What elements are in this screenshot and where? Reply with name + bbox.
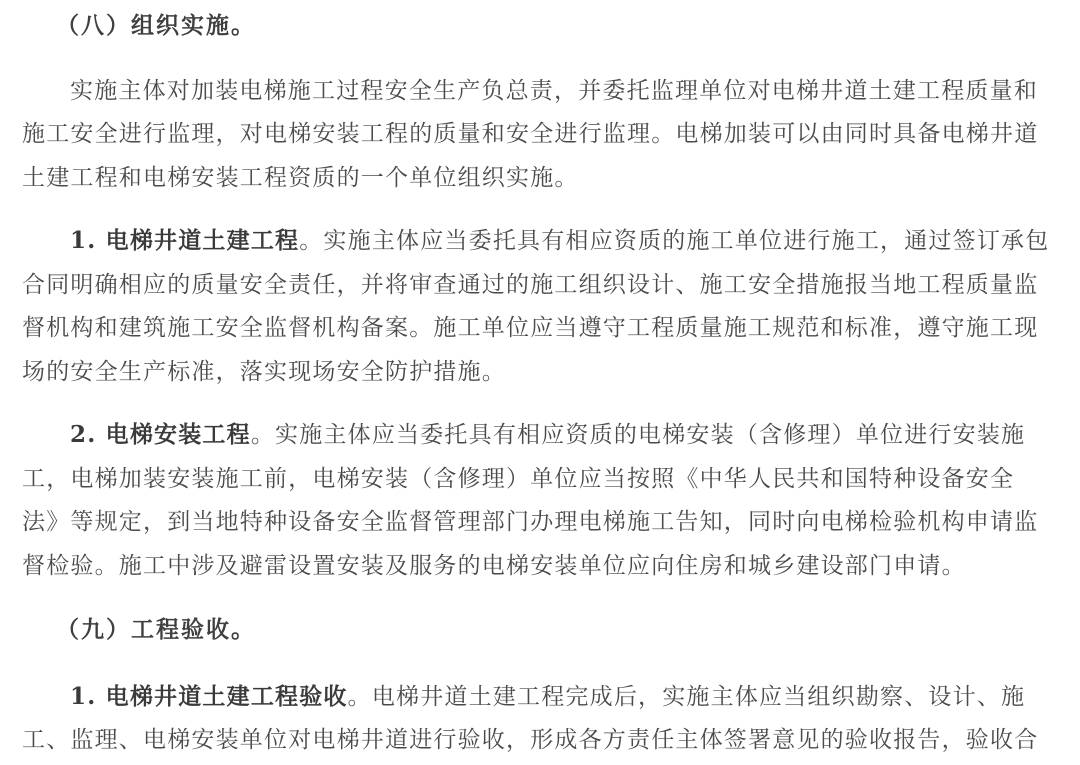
- section-8-item-1-line-4: 场的安全生产标准，落实现场安全防护措施。: [22, 359, 506, 385]
- section-9-heading: （九）工程验收。: [56, 616, 256, 643]
- section-8-item-1-line-2: 合同明确相应的质量安全责任，并将审查通过的施工组织设计、施工安全措施报当地工程质量监: [22, 272, 1039, 298]
- section-8-item-1-title: 1. 电梯井道土建工程: [70, 227, 300, 254]
- section-8-item-2-line-1: [70, 411, 1080, 459]
- section-8-item-2-title: 2. 电梯安装工程: [70, 421, 251, 448]
- section-8-paragraph-line-2: 施工安全进行监理，对电梯安装工程的质量和安全进行监理。电梯加装可以由同时具备电梯井道: [22, 121, 1039, 147]
- section-8-item-2-line-2: 工，电梯加装安装施工前，电梯安装（含修理）单位应当按照《中华人民共和国特种设备安全: [22, 466, 1015, 492]
- section-8-paragraph-line-3: 土建工程和电梯安装工程资质的一个单位组织实施。: [22, 165, 579, 191]
- section-8-item-1-line-3: 督机构和建筑施工安全监督机构备案。施工单位应当遵守工程质量施工规范和标准，遵守施工现: [22, 315, 1039, 341]
- section-8-item-2-line-3: 法》等规定，到当地特种设备安全监督管理部门办理电梯施工告知，同时向电梯检验机构申请监: [22, 509, 1039, 535]
- section-8-item-1-line-1: [70, 217, 1080, 265]
- section-8-item-2-text: 。实施主体应当委托具有相应资质的电梯安装（含修理）单位进行安装施: [250, 422, 1026, 448]
- section-8-heading: （八）组织实施。: [56, 12, 256, 39]
- section-9-item-1-text: 。电梯井道土建工程完成后，实施主体应当组织勘察、设计、施: [347, 684, 1026, 710]
- section-8-item-1-text: 。实施主体应当委托具有相应资质的施工单位进行施工，通过签订承包: [299, 228, 1050, 254]
- section-8-paragraph-line-1: 实施主体对加装电梯施工过程安全生产负总责，并委托监理单位对电梯井道土建工程质量和: [70, 78, 1038, 104]
- section-9-item-1-line-2: 工、监理、电梯安装单位对电梯井道进行验收，形成各方责任主体签署意见的验收报告，验收合: [22, 727, 1039, 753]
- section-9-item-1-line-1: [70, 673, 1080, 721]
- section-9-item-1-title: 1. 电梯井道土建工程验收: [70, 683, 348, 710]
- section-8-item-2-line-4: 督检验。施工中涉及避雷设置安装及服务的电梯安装单位应向住房和城乡建设部门申请。: [22, 553, 966, 579]
